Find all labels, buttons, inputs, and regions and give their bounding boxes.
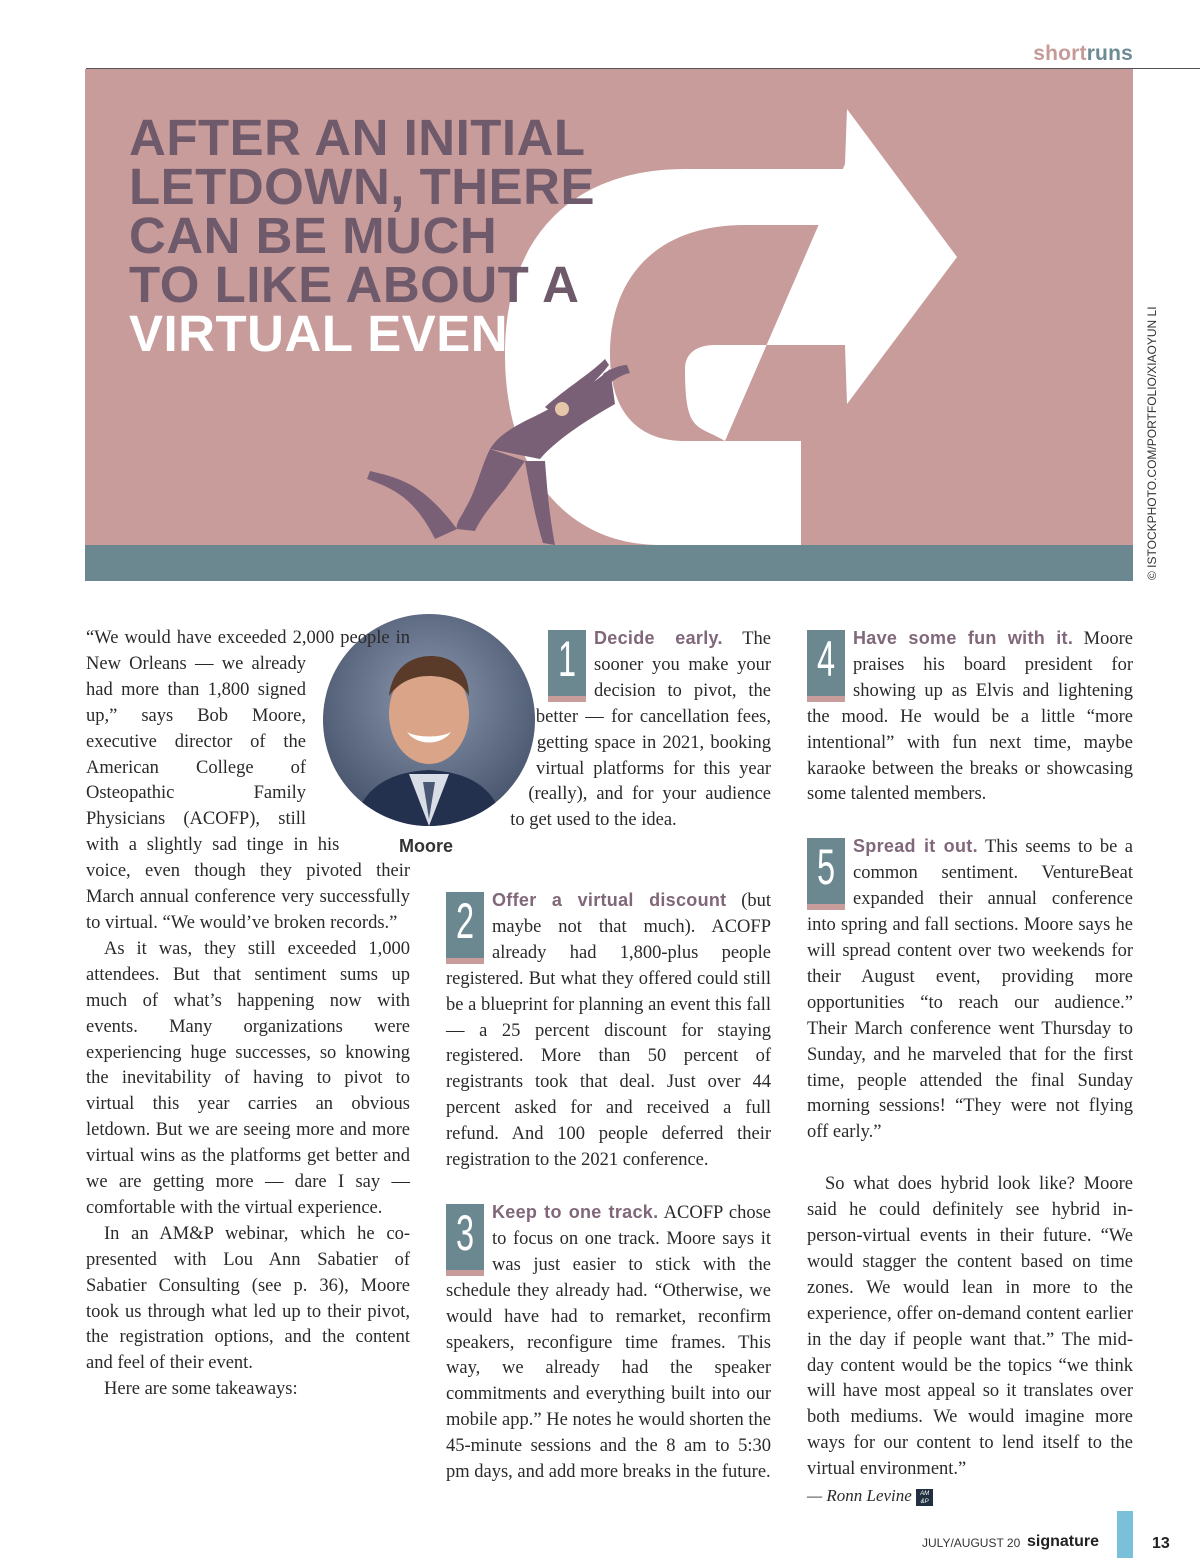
tip-5-text: This seems to be a common sentiment. VentureBeat expanded their annual conference into spring and fall sections. Moore says he will spread content over two weekends for their August event, providing more opportunities “to reach our audience.” Their March conference went Thursday to Sunday, and he marveled that for the first time, people attended the final Sunday morning sessions! “They were not flying off early.” [807,837,1133,1143]
headline-line-3: CAN BE MUCH [129,207,498,264]
tip-2 [446,888,771,1174]
tip-3 [446,1200,771,1486]
tip-number-badge: 1 [548,630,586,696]
column-3 [807,626,1133,1509]
tip-2-text: (but maybe not that much). ACOFP already had 1,800-plus people registered. But what they offered could still be a blueprint for planning an event this fall — a 25 percent discount for staying registered. More than 50 percent of registrants took that deal. Just over 44 percent asked for and received a full refund. And 100 people deferred their registration to the 2021 conference. [446,891,771,1171]
intro-paragraph-2: As it was, they still exceeded 1,000 attendees. But that sentiment sums up much of what’s happening now with events. Many organizations were experiencing huge successes, so knowing the inevitability of having to pivot to virtual this year carries an obvious letdown. But we are seeing more and more virtual wins as the platforms get better and we are getting more — dare I say — comfortable with the virtual experience. [86,938,410,1218]
tip-number-badge: 2 [446,892,484,958]
tip-3-text: ACOFP chose to focus on one track. Moore says it was just easier to stick with the schedule they already had. “Otherwise, we would have had to remarket, reconfirm speakers, reconfigure time frames. This way, we already had the speaker commitments and everything built into our mobile app.” He notes he would shorten the 45-minute sessions and the 8 am to 5:30 pm days, and add more breaks in the future. [446,1202,771,1483]
hero-headline [129,109,595,362]
byline: — Ronn Levine AM &P [807,1483,1133,1509]
portrait-caption: Moore [399,836,453,856]
intro-paragraph-1: “We would have exceeded 2,000 people in New Orleans — we already had more than 1,800 signed up,” says Bob Moore, executive director of the American College of Osteopathic Family Physicians (ACOFP), still with a slightly sad tinge in his voice, even though they pivoted their March annual conference very successfully to virtual. “We would’ve broken records.” [86,628,410,933]
tip-3-heading: Keep to one track. [492,1201,659,1222]
tip-5 [807,834,1133,1146]
tip-1-heading: Decide early. [594,628,723,648]
hero-banner [85,69,1133,581]
intro-paragraph-4: Here are some takeaways: [104,1379,298,1400]
section-tag: shortruns [1033,42,1133,65]
hero-bottom-band [85,545,1133,581]
column-2 [446,626,771,1486]
page-accent-bar [1117,1511,1133,1558]
tip-2-heading: Offer a virtual discount [492,890,727,910]
issue-date: JULY/AUGUST 20 [922,1536,1021,1550]
amp-logo-icon: AM &P [916,1489,933,1506]
tip-4-text: Moore praises his board president for showing up as Elvis and lightening the mood. He would be a little “more intentional” with fun next time, maybe karaoke between the breaks or showcasing some talented members. [807,629,1133,805]
page-number: 13 [1152,1535,1170,1552]
intro-paragraph-3: In an AM&P webinar, which he co-presented with Lou Ann Sabatier of Sabatier Consulting (see p. 36), Moore took us through what led up to their pivot, the registration options, and the content and feel of their event. [86,1223,410,1374]
hybrid-paragraph: So what does hybrid look like? Moore said he could definitely see hybrid in-person-virtual events in their future. “We would stagger the content based on time zones. We would lean in more to the experience, offer on-demand content earlier in the day if people want that.” The mid-day content would be the topics “we think will have most appeal so it translates over both mediums. We would imagine more ways for our content to lend itself to the virtual environment.” [807,1174,1133,1480]
pushing-man-head [555,402,569,416]
headline-highlight: VIRTUAL EVENT [129,305,540,362]
column-1 [86,626,410,1403]
tip-5-heading: Spread it out. [853,836,978,857]
headline-line-2: LETDOWN, THERE [129,158,595,215]
magazine-name: signature [1027,1533,1100,1550]
headline-line-4: TO LIKE ABOUT A [129,256,580,313]
tip-1-text: The sooner you make your decision to pivot, the better — for cancellation fees, getting space in 2021, booking virtual platforms for this year (really), and for your audience to get used to the idea. [510,629,771,831]
tip-number-badge: 5 [807,838,845,904]
tip-4 [807,626,1133,808]
tip-number-badge: 4 [807,630,845,696]
tip-number-badge: 3 [446,1204,484,1270]
tip-4-heading: Have some fun with it. [853,628,1074,648]
headline-line-1: AFTER AN INITIAL [129,109,586,166]
photo-credit: © ISTOCKPHOTO.COM/PORTFOLIO/XIAOYUN LI [1145,306,1159,580]
